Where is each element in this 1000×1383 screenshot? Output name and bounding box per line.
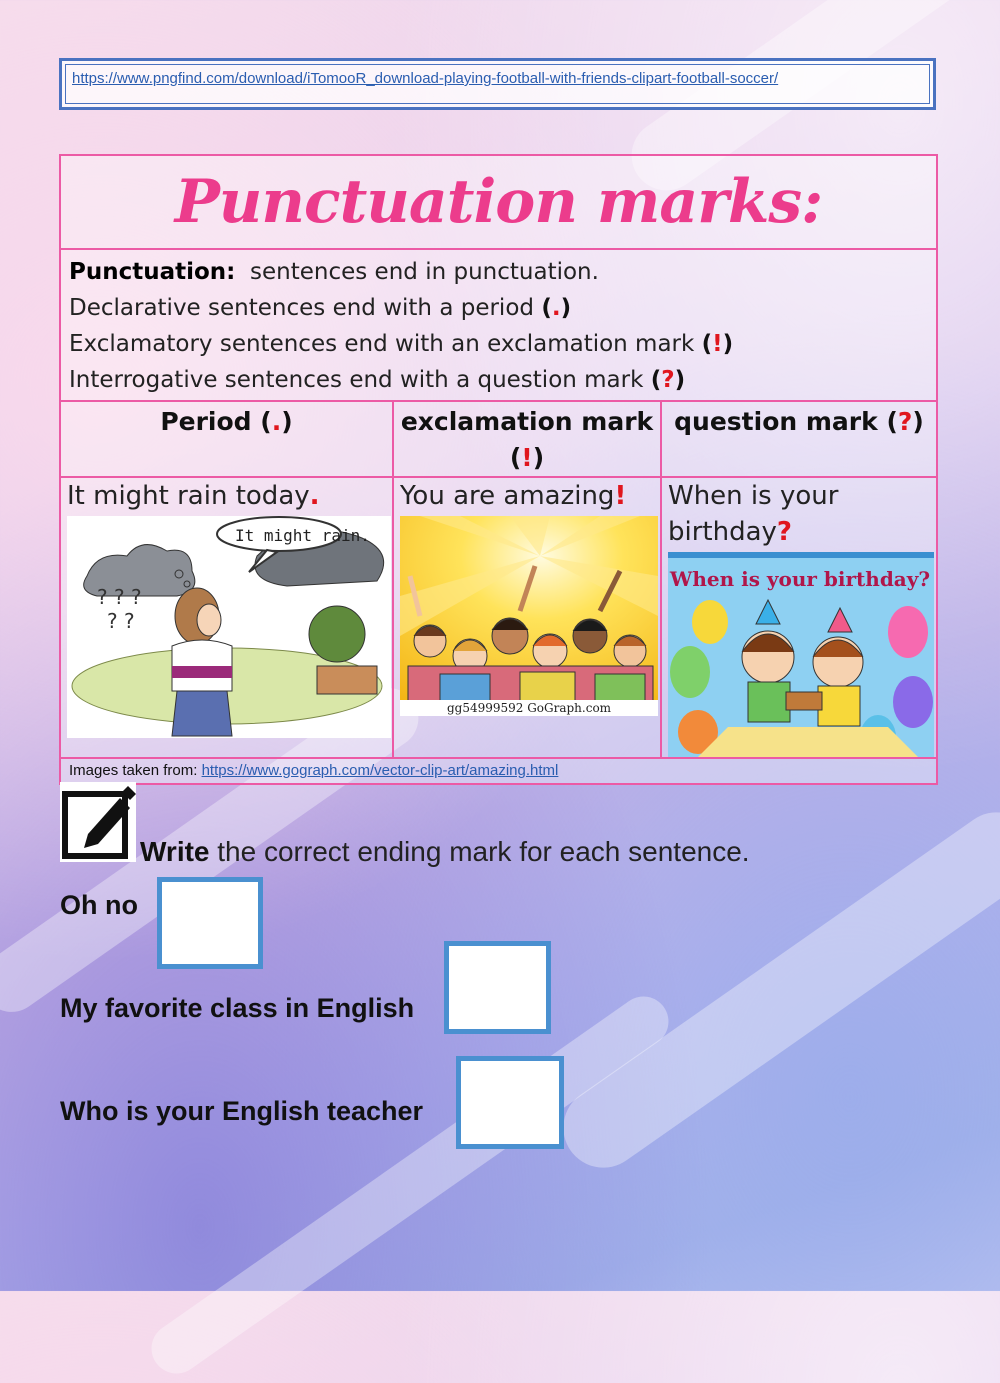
period-symbol: . [551, 295, 561, 321]
credit-link[interactable]: https://www.gograph.com/vector-clip-art/amazing.html [201, 762, 559, 779]
svg-text:? ?: ? ? [107, 609, 135, 633]
intro-line2: Declarative sentences end with a period [69, 295, 542, 321]
intro-label: Punctuation: [69, 259, 236, 285]
example-question-cell: When is your birthday? When is your birthday? [661, 477, 937, 758]
example-exclamation-text: You are amazing [400, 481, 615, 511]
crowd-caption: gg54999592 GoGraph.com [446, 701, 612, 715]
exclamation-symbol: ! [712, 331, 723, 357]
source-link[interactable]: https://www.pngfind.com/download/iTomooR_download-playing-football-with-friends-clipart-football-soccer/ [65, 64, 930, 104]
header-question: question mark (?) [661, 401, 937, 477]
header-question-mark: ? [897, 407, 913, 436]
intro-text: Punctuation: sentences end in punctuation. Declarative sentences end with a period (.) Exclamatory sentences end with an exclamation mark (!) Interrogative sentences end with a question mark (?) [69, 259, 734, 393]
punctuation-table [59, 154, 938, 785]
intro-line3: Exclamatory sentences end with an exclamation mark [69, 331, 702, 357]
rain-illustration [67, 516, 391, 738]
page-title: Punctuation marks: [174, 167, 823, 237]
header-period: Period (.) [60, 401, 393, 477]
crowd-illustration [400, 516, 658, 716]
example-question-text: When is your birthday [668, 481, 839, 547]
question-symbol: ? [661, 367, 675, 393]
answer-box-1[interactable] [157, 877, 263, 969]
example-exclamation-cell: You are amazing! gg54999592 GoGraph.com [393, 477, 661, 758]
credit-cell [60, 758, 937, 784]
intro-cell [60, 249, 937, 401]
header-exclamation-mark: ! [521, 443, 533, 472]
instruction [140, 836, 750, 868]
intro-line1: sentences end in punctuation. [250, 259, 599, 285]
header-exclamation: exclamation mark (!) [393, 401, 661, 477]
header-exclamation-label: exclamation mark ( [400, 407, 654, 472]
birthday-caption: When is your birthday? [669, 567, 931, 591]
question-2: My favorite class in English [60, 993, 415, 1023]
question-1: Oh no [60, 890, 138, 920]
question-3: Who is your English teacher [60, 1096, 424, 1126]
answer-box-3[interactable] [456, 1056, 564, 1149]
answer-box-2[interactable] [444, 941, 551, 1034]
instruction-bold: Write [140, 836, 210, 867]
header-period-label: Period ( [160, 407, 272, 436]
example-period-cell: It might rain today. ? ? ? ? ? It might rain. [60, 477, 393, 758]
credit-label: Images taken from: [69, 762, 202, 779]
title-cell [60, 155, 937, 249]
example-period-text: It might rain today [67, 481, 310, 511]
birthday-illustration [668, 552, 934, 757]
svg-text:? ? ?: ? ? ? [97, 585, 142, 609]
source-link-box [59, 58, 936, 110]
header-period-mark: . [271, 407, 282, 436]
header-question-label: question mark ( [674, 407, 898, 436]
instruction-text: the correct ending mark for each sentence. [209, 836, 750, 867]
rain-bubble-text: It might rain. [235, 526, 370, 545]
edit-icon [60, 782, 136, 862]
intro-line4: Interrogative sentences end with a question mark [69, 367, 651, 393]
